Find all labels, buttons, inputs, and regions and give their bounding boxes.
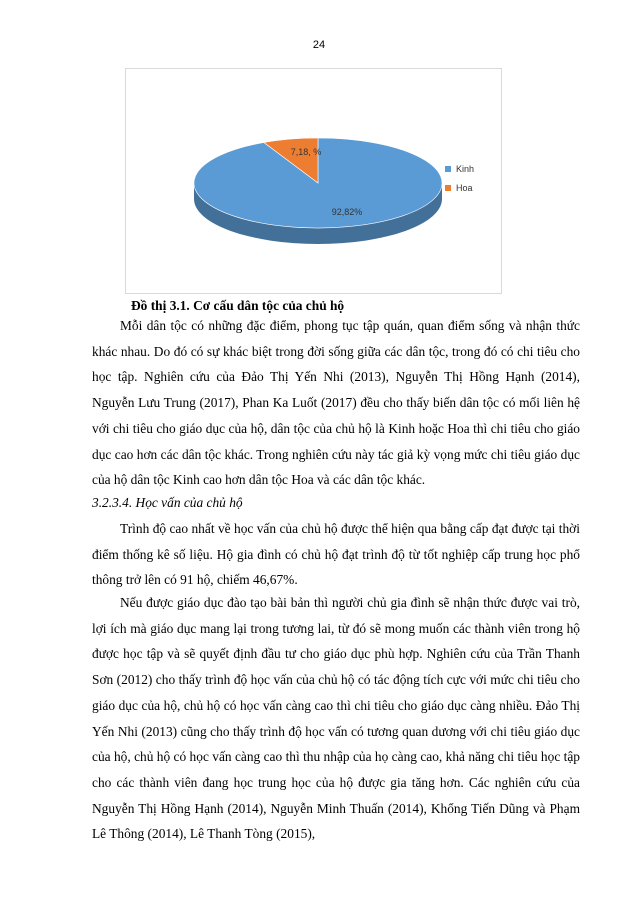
paragraph-education-level: Trình độ cao nhất về học vấn của chủ hộ được thể hiện qua bằng cấp đạt được tại thời điểm thống kê số liệu. Hộ gia đình có chủ hộ đạt trình độ từ tốt nghiệp cấp trung học phổ thông trở lên có 91 hộ, chiếm 46,67%. [92,521,580,588]
paragraph-ethnicity: Mỗi dân tộc có những đặc điểm, phong tục tập quán, quan điểm sống và nhận thức khác nhau. Do đó có sự khác biệt trong đời sống giữa các dân tộc, trong đó có chi tiêu cho học tập. Nghiên cứu của Đảo Thị Yến Nhi (2013), Nguyễn Thị Hồng Hạnh (2014), Nguyễn Lưu Trung (2017), Phan Ka Luốt (2017) đều cho thấy biến dân tộc có mối liên hệ với chi tiêu cho giáo dục của hộ, dân tộc của chủ hộ là Kinh hoặc Hoa thì chi tiêu cho giáo dục cao hơn các dân tộc khác. Trong nghiên cứu này tác giả kỳ vọng mức chi tiêu giáo dục của hộ dân tộc Kinh cao hơn dân tộc Hoa và các dân tộc khác. [92,318,580,488]
figure-caption: Đồ thị 3.1. Cơ cấu dân tộc của chủ hộ [131,298,345,313]
pie-chart [125,68,502,294]
legend-label-hoa: Hoa [456,183,473,193]
legend-swatch-hoa [445,185,451,191]
data-label-hoa: 7,18, % [290,147,322,157]
paragraph-education-effect: Nếu được giáo dục đào tạo bài bản thì người chủ gia đình sẽ nhận thức được vai trò, lợi ích mà giáo dục mang lại trong tương lai, từ đó sẽ mong muốn các thành viên trong hộ được học tập và sẽ quyết định đầu tư cho giáo dục phù hợp. Nghiên cứu của Trần Thanh Sơn (2012) cho thấy trình độ học vấn của chủ hộ có tác động tích cực với mức chi tiêu cho giáo dục của hộ, chủ hộ có học vấn càng cao thì chi tiêu cho giáo dục càng nhiều. Đảo Thị Yến Nhi (2013) cũng cho thấy trình độ học vấn có tương quan dương với chi tiêu giáo dục của hộ, chủ hộ có học vấn càng cao thì thu nhập của họ càng cao, khả năng chi tiêu học tập cho các thành viên đang học trung học của hộ được gia tăng hơn. Các nghiên cứu của Nguyễn Thị Hồng Hạnh (2014), Nguyễn Minh Thuấn (2014), Khổng Tiến Dũng và Phạm Lê Thông (2014), Lê Thanh Tòng (2015), [92,595,580,842]
section-subheading: 3.2.3.4. Học vấn của chủ hộ [92,495,243,510]
legend-swatch-kinh [445,166,451,172]
legend-label-kinh: Kinh [456,164,475,174]
pie-chart-svg [126,69,503,295]
page-number: 24 [312,39,326,51]
data-label-kinh: 92,82% [331,207,363,217]
